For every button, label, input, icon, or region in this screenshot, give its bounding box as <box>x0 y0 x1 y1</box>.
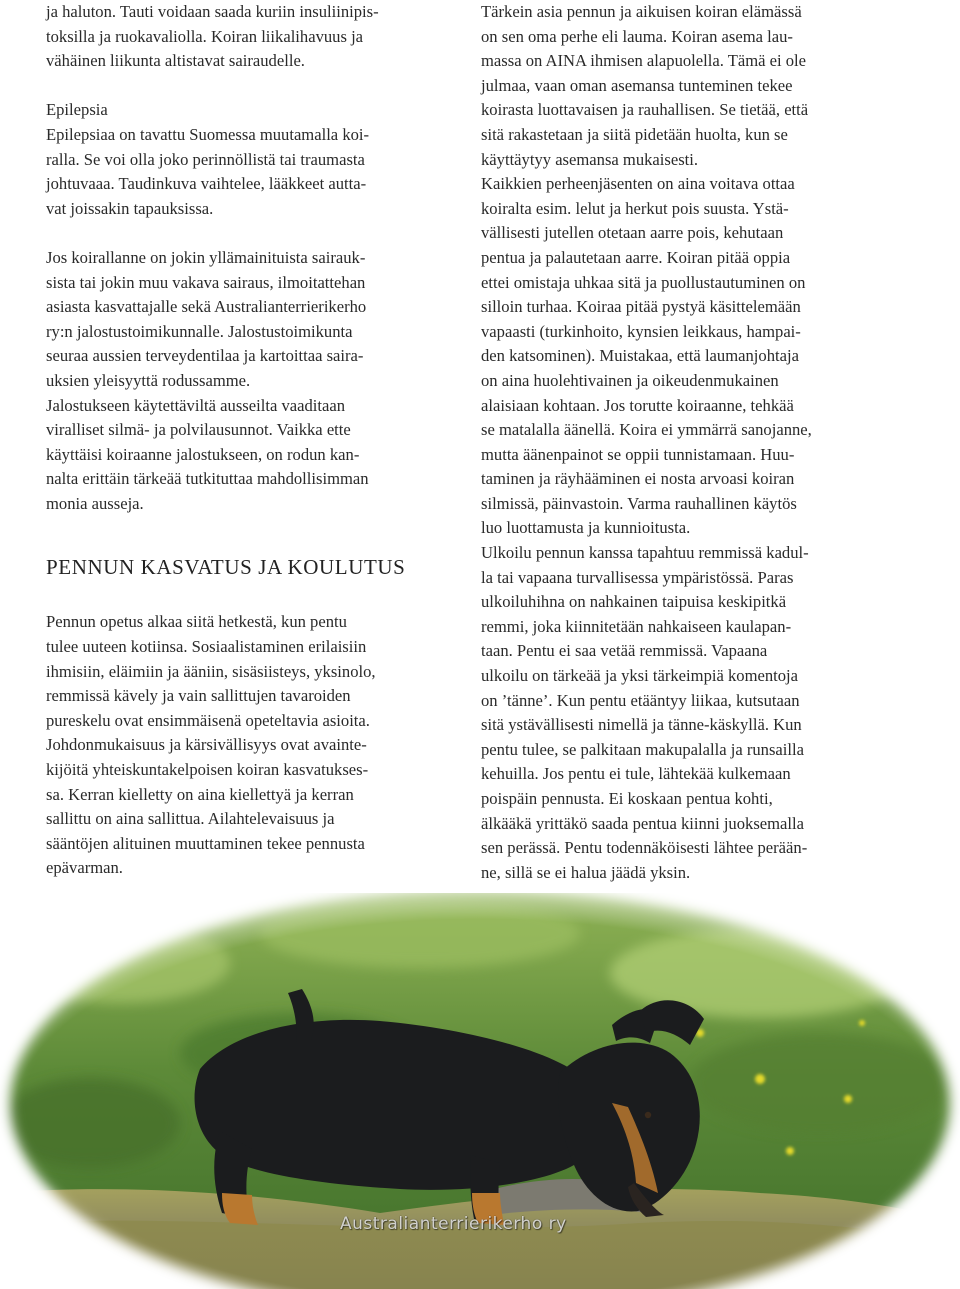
text-line: uksien yleisyyttä rodussamme. <box>46 370 251 390</box>
text-line: vähäinen liikunta altistavat sairaudelle. <box>46 51 305 71</box>
text-line: silloin turhaa. Koiraa pitää pystyä käsittelemään <box>481 297 801 317</box>
text-line: ulkoiluhihna on nahkainen taipuisa keskipitkä <box>481 592 787 612</box>
text-line: Ulkoilu pennun kanssa tapahtuu remmissä kadul- <box>481 543 809 563</box>
text-line: se matalalla äänellä. Koira ei ymmärrä sanojanne, <box>481 420 812 440</box>
text-line: massa on AINA ihmisen alapuolella. Tämä ei ole <box>481 51 807 71</box>
text-line: tulee uuteen kotiinsa. Sosiaalistaminen erilaisiin <box>46 637 367 657</box>
text-line: koirasta luottavaisen ja rauhallisen. Se tietää, että <box>481 100 809 120</box>
text-line: on aina huolehtivainen ja oikeudenmukainen <box>481 370 779 390</box>
text-line: monia ausseja. <box>46 493 144 513</box>
text-line: Jos koirallanne on jokin yllämainituista sairauk- <box>46 247 366 267</box>
text-line: epävarman. <box>46 858 123 878</box>
text-line: ry:n jalostustoimikunnalle. Jalostustoimikunta <box>46 321 353 341</box>
right-column <box>481 0 901 885</box>
text-line: älkääkä yrittäkö saada pentua kiinni juoksemalla <box>481 813 805 833</box>
text-line: johtuvaaa. Taudinkuva vaihtelee, lääkkeet autta- <box>46 174 367 194</box>
text-line: remmissä kävely ja vain sallittujen tavaroiden <box>46 686 351 706</box>
text-line: sa. Kerran kielletty on aina kiellettyä ja kerran <box>46 784 354 804</box>
text-line: toksilla ja ruokavaliolla. Koiran liikalihavuus ja <box>46 26 364 46</box>
text-line: käyttäisi koiraanne jalostukseen, on rodun kan- <box>46 444 360 464</box>
text-line: ettei omistaja uhkaa sitä ja puollustautuminen on <box>481 272 806 292</box>
text-line: ulkoilu on tärkeää ja yksi tärkeimpiä komentoja <box>481 666 799 686</box>
text-line: kehuilla. Jos pentu ei tule, lähtekää kulkemaan <box>481 764 791 784</box>
text-line: seuraa aussien terveydentilaa ja kartoittaa saira- <box>46 346 364 366</box>
text-line: sallittu on aina sallittua. Ailahtelevaisuus ja <box>46 809 335 829</box>
text-line: sen perässä. Pentu todennäköisesti lähtee perään- <box>481 838 808 858</box>
text-line: julmaa, vaan oman asemansa tunteminen tekee <box>481 75 793 95</box>
text-line: nalta erittäin tärkeää tutkituttaa mahdollisimman <box>46 469 369 489</box>
text-line: remmi, joka kiinnitetään nahkaiseen kaulapan- <box>481 616 792 636</box>
text-line: Tärkein asia pennun ja aikuisen koiran elämässä <box>481 2 802 21</box>
left-column <box>46 0 460 881</box>
text-line: kijöitä yhteiskuntakelpoisen koiran kasvatukses- <box>46 760 369 780</box>
text-line: taminen ja räyhääminen ei nosta arvoasi koiran <box>481 469 795 489</box>
text-line: la tai vapaana turvallisessa ympäristössä. Paras <box>481 567 794 587</box>
section-heading: PENNUN KASVATUS JA KOULUTUS <box>46 555 406 580</box>
text-line: Kaikkien perheenjäsenten on aina voitava ottaa <box>481 174 795 194</box>
text-line: Pennun opetus alkaa siitä hetkestä, kun pentu <box>46 612 347 632</box>
text-line: Jalostukseen käytettäviltä ausseilta vaaditaan <box>46 395 346 415</box>
epilepsia-paragraph <box>46 98 460 221</box>
health-paragraph <box>46 246 460 517</box>
text-line: ne, sillä se ei halua jäädä yksin. <box>481 862 691 882</box>
text-line: Epilepsiaa on tavattu Suomessa muutamalla koi- <box>46 124 370 144</box>
photo-watermark: Australianterrierikerho ry <box>340 1214 567 1234</box>
text-line: viralliset silmä- ja polvilausunnot. Vaikka ette <box>46 420 351 440</box>
text-line: pentu tulee, se palkitaan makupalalla ja runsailla <box>481 739 804 759</box>
text-line: asiasta kasvattajalle sekä Australianterrierikerho <box>46 297 367 317</box>
text-line: sista tai jokin muu vakava sairaus, ilmoitattehan <box>46 272 366 292</box>
text-line: on ’tänne’. Kun pentu etääntyy liikaa, kutsutaan <box>481 690 800 710</box>
text-line: poispäin pennusta. Ei koskaan pentua kohti, <box>481 789 773 808</box>
pack-paragraph <box>481 0 901 885</box>
text-line: taan. Pentu ei saa vetää remmissä. Vapaana <box>481 641 768 661</box>
text-line: mutta äänenpainot se oppii tunnistamaan. Huu- <box>481 444 795 464</box>
epilepsia-heading: Epilepsia <box>46 100 108 120</box>
text-line: sitä rakastetaan ja siitä pidetään huolta, kun se <box>481 124 788 144</box>
text-line: pureskelu ovat ensimmäisenä opeteltavia asioita. <box>46 710 370 730</box>
text-line: alaisiaan kohtaan. Jos torutte koiraanne, tehkää <box>481 395 794 415</box>
text-line: on sen oma perhe eli lauma. Koiran asema lau- <box>481 26 793 46</box>
text-line: ihmisiin, eläimiin ja ääniin, sisäsiisteys, yksinolo, <box>46 661 376 681</box>
text-line: sääntöjen alituinen muuttaminen tekee pennusta <box>46 833 365 853</box>
text-line: silmissä, päinvastoin. Varma rauhallinen käytös <box>481 493 797 513</box>
intro-paragraph <box>46 0 460 74</box>
text-line: ralla. Se voi olla joko perinnöllistä tai traumasta <box>46 149 365 169</box>
text-line: den katsominen). Muistakaa, että laumanjohtaja <box>481 346 799 366</box>
text-line: vällisesti jutellen otetaan aarre pois, kehutaan <box>481 223 784 243</box>
text-line: sitä ystävällisesti nimellä ja tänne-käskyllä. Kun <box>481 715 802 735</box>
text-line: käyttäytyy asemansa mukaisesti. <box>481 149 699 169</box>
training-paragraph <box>46 610 460 881</box>
text-line: ja haluton. Tauti voidaan saada kuriin insuliinipis- <box>46 2 379 21</box>
text-line: luo luottamusta ja kunnioitusta. <box>481 518 691 538</box>
text-line: Johdonmukaisuus ja kärsivällisyys ovat avainte- <box>46 735 367 755</box>
text-line: pentua ja palautetaan aarre. Koiran pitää oppia <box>481 247 791 267</box>
text-line: vat joissakin tapauksissa. <box>46 198 214 218</box>
text-line: vapaasti (turkinhoito, kynsien leikkaus, hampai- <box>481 321 801 341</box>
text-line: koiralta esim. lelut ja herkut pois suusta. Ystä- <box>481 198 789 218</box>
